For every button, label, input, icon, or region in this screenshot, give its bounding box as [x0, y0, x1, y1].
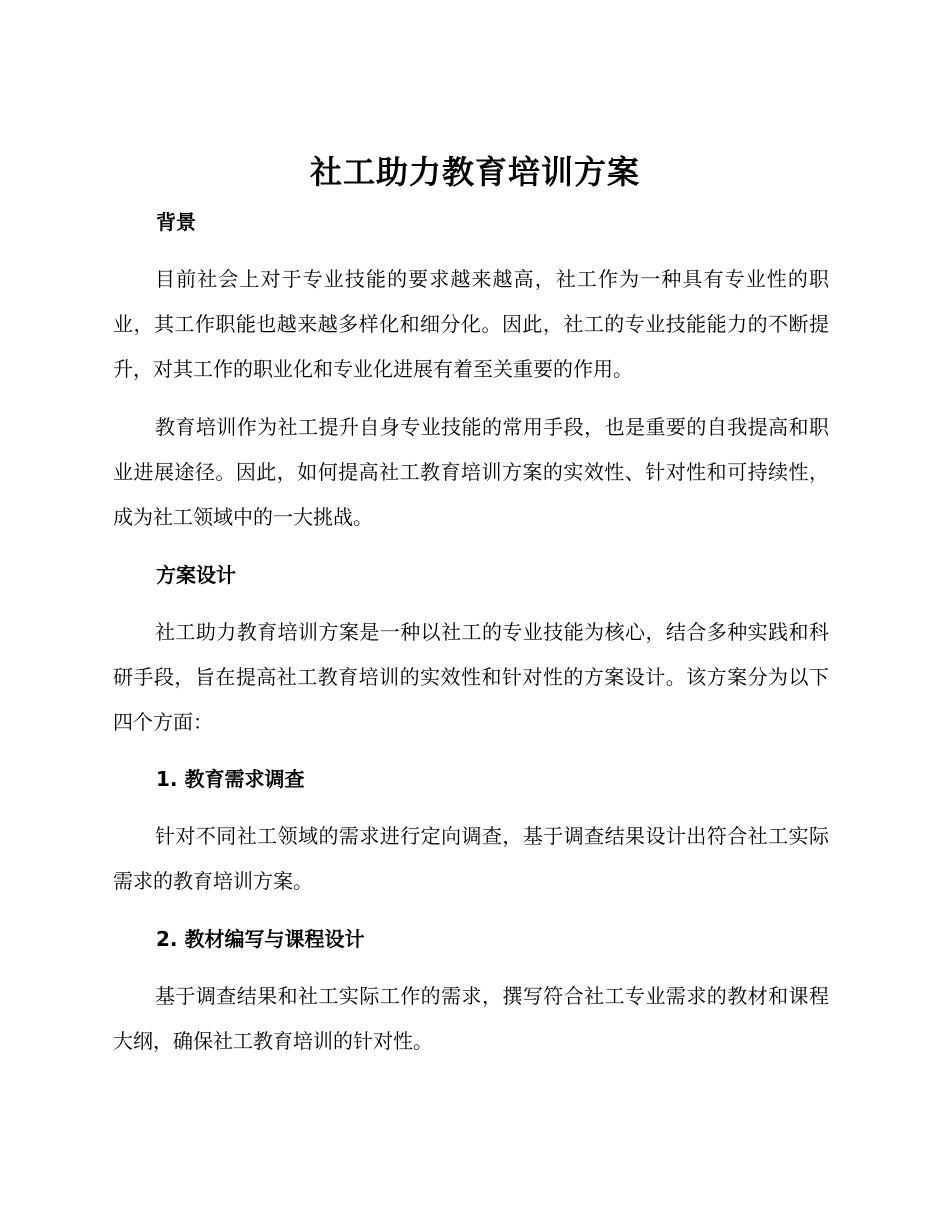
item-heading-2: 2. 教材编写与课程设计	[156, 927, 365, 951]
item-heading-1: 1. 教育需求调查	[156, 767, 305, 791]
section-heading-background: 背景	[156, 210, 196, 234]
paragraph-background-1: 目前社会上对于专业技能的要求越来越高，社工作为一种具有专业性的职业，其工作职能也越来越多样化和细分化。因此，社工的专业技能能力的不断提升，对其工作的职业化和专业化进展有着至关重要的作用。	[113, 267, 829, 381]
document-title: 社工助力教育培训方案	[309, 153, 640, 191]
paragraph-design: 社工助力教育培训方案是一种以社工的专业技能为核心，结合多种实践和科研手段，旨在提高社工教育培训的实效性和针对性的方案设计。该方案分为以下四个方面：	[113, 620, 829, 734]
paragraph-background-2: 教育培训作为社工提升自身专业技能的常用手段，也是重要的自我提高和职业进展途径。因此，如何提高社工教育培训方案的实效性、针对性和可持续性，成为社工领域中的一大挑战。	[113, 415, 829, 529]
paragraph-item-1: 针对不同社工领域的需求进行定向调查，基于调查结果设计出符合社工实际需求的教育培训方案。	[113, 824, 829, 893]
paragraph-item-2: 基于调查结果和社工实际工作的需求，撰写符合社工专业需求的教材和课程大纲，确保社工教育培训的针对性。	[113, 984, 829, 1053]
section-heading-design: 方案设计	[156, 563, 236, 587]
